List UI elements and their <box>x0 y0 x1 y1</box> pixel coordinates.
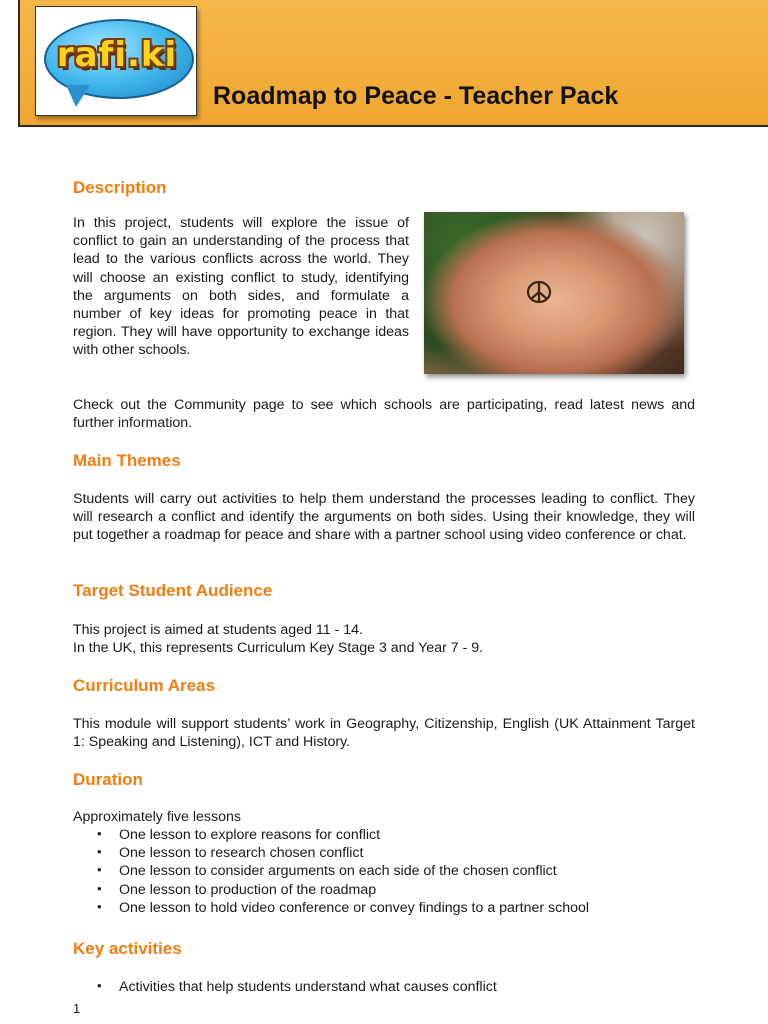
bullet-icon: • <box>97 978 102 993</box>
bullet-icon: • <box>97 898 102 914</box>
description-heading: Description <box>73 178 167 197</box>
logo-text: rafi.ki <box>56 35 178 75</box>
page-title: Roadmap to Peace - Teacher Pack <box>213 82 619 110</box>
peace-sign-icon <box>524 278 554 306</box>
description-paragraph: In this project, students will explore the issue of conflict to gain an understanding of the process that lead to the various conflicts across the world. They will choose an existing conflict to study, identifying the arguments on both sides, and formulate a number of key ideas for promoting peace in that region. They will have opportunity to exchange ideas with other schools. <box>73 215 409 359</box>
audience-heading: Target Student Audience <box>73 581 273 600</box>
list-item: • One lesson to hold video conference or convey findings to a partner school <box>97 898 590 916</box>
duration-list <box>73 826 713 917</box>
audience-line-2: In the UK, this represents Curriculum Key Stage 3 and Year 7 - 9. <box>73 640 484 656</box>
list-item: • One lesson to research chosen conflict <box>97 844 364 862</box>
curriculum-heading: Curriculum Areas <box>73 676 216 695</box>
logo <box>35 6 197 116</box>
list-item: • One lesson to explore reasons for conflict <box>97 826 381 843</box>
speech-bubble-tail <box>66 85 90 107</box>
curriculum-paragraph: This module will support students’ work in Geography, Citizenship, English (UK Attainment Target 1: Speaking and Listening), ICT and History. <box>73 716 695 751</box>
list-item: • Activities that help students understand what causes conflict <box>97 978 497 995</box>
hands-photo <box>424 212 684 374</box>
bullet-icon: • <box>97 862 102 878</box>
key-activities-list <box>73 978 713 996</box>
audience-line-1: This project is aimed at students aged 11 - 14. <box>73 622 363 638</box>
page-number: 1 <box>73 1001 81 1016</box>
key-activities-heading: Key activities <box>73 939 182 958</box>
community-paragraph: Check out the Community page to see which schools are participating, read latest news and further information. <box>73 397 695 432</box>
list-item: • One lesson to consider arguments on each side of the chosen conflict <box>97 862 557 880</box>
list-item: • One lesson to production of the roadmap <box>97 880 377 898</box>
duration-heading: Duration <box>73 770 143 789</box>
duration-intro: Approximately five lessons <box>73 809 241 825</box>
bullet-icon: • <box>97 844 102 860</box>
bullet-icon: • <box>97 826 102 841</box>
main-themes-paragraph: Students will carry out activities to help them understand the processes leading to conflict. They will research a conflict and identify the arguments on both sides. Using their knowledge, they will put together a roadmap for peace and share with a partner school using video conference or chat. <box>73 491 695 544</box>
bullet-icon: • <box>97 880 102 896</box>
main-themes-heading: Main Themes <box>73 451 181 470</box>
